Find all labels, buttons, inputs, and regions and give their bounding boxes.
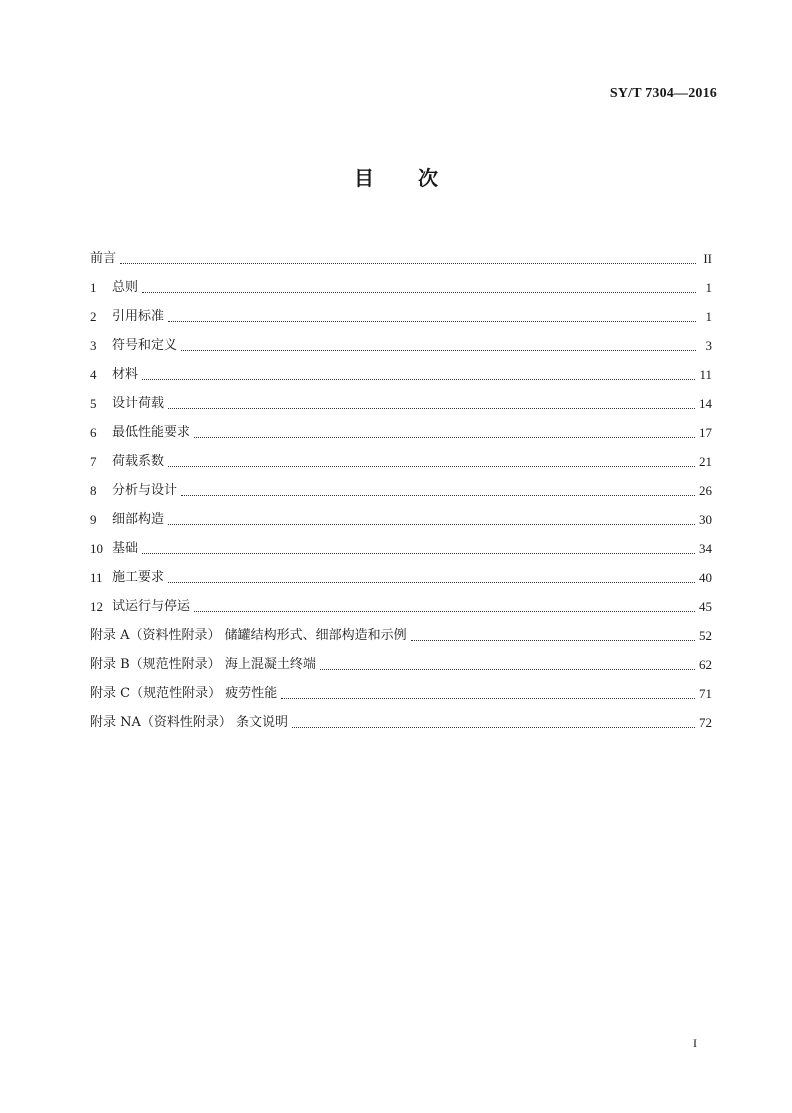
toc-entry-page: 1 (705, 309, 712, 324)
toc-entry-page: 14 (699, 396, 712, 411)
toc-entry-label: 细部构造 (112, 512, 165, 527)
toc-entry-label: 引用标准 (112, 309, 165, 324)
toc-entry-label: 前言 (90, 251, 117, 266)
page-title (0, 162, 792, 191)
toc-entry-number: 11 (90, 570, 103, 585)
toc-dot-leader (120, 263, 696, 264)
toc-entry-number: 2 (90, 309, 97, 324)
toc-entry-page: 30 (699, 512, 712, 527)
toc-entry-page: 11 (699, 367, 712, 382)
toc-entry-number: 8 (90, 483, 97, 498)
toc-dot-leader (281, 698, 695, 699)
toc-entry-page: 71 (699, 686, 712, 701)
toc-entry-page: 1 (705, 280, 712, 295)
toc-entry-label: 分析与设计 (112, 483, 178, 498)
toc-entry[interactable] (90, 414, 712, 443)
toc-entry-page: 26 (699, 483, 712, 498)
toc-entry[interactable] (90, 443, 712, 472)
standard-code: SY/T 7304—2016 (609, 86, 717, 101)
toc-entry-page: 45 (699, 599, 712, 614)
toc-dot-leader (194, 611, 695, 612)
toc-dot-leader (411, 640, 695, 641)
toc-entry[interactable] (90, 356, 712, 385)
toc-dot-leader (168, 582, 695, 583)
toc-dot-leader (181, 350, 696, 351)
toc-entry-label: 施工要求 (112, 570, 165, 585)
toc-entry-label: 试运行与停运 (112, 599, 191, 614)
toc-entry[interactable] (90, 559, 712, 588)
toc-dot-leader (168, 408, 695, 409)
toc-entry-page: II (703, 251, 712, 266)
toc-entry-label: 附录 B（规范性附录） 海上混凝土终端 (90, 657, 316, 672)
toc-entry[interactable] (90, 704, 712, 733)
toc-entry-number: 9 (90, 512, 97, 527)
toc-dot-leader (168, 466, 695, 467)
toc-entry[interactable] (90, 472, 712, 501)
toc-entry[interactable] (90, 588, 712, 617)
toc-entry-label: 符号和定义 (112, 338, 178, 353)
toc-entry[interactable] (90, 501, 712, 530)
toc-entry-number: 3 (90, 338, 97, 353)
toc-entry[interactable] (90, 617, 712, 646)
toc-entry-page: 72 (699, 715, 712, 730)
toc-entry-page: 34 (699, 541, 712, 556)
toc-entry[interactable] (90, 675, 712, 704)
toc-entry-page: 17 (699, 425, 712, 440)
toc-entry-number: 6 (90, 425, 97, 440)
toc-entry-label: 附录 C（规范性附录） 疲劳性能 (90, 686, 278, 701)
toc-dot-leader (292, 727, 695, 728)
toc-dot-leader (194, 437, 695, 438)
title-char-1: 目 (354, 166, 374, 190)
title-char-2: 次 (418, 166, 438, 190)
toc-entry[interactable] (90, 240, 712, 269)
table-of-contents (90, 240, 712, 733)
toc-entry-number: 4 (90, 367, 97, 382)
toc-entry-number: 12 (90, 599, 103, 614)
toc-entry-number: 5 (90, 396, 97, 411)
toc-entry-page: 3 (705, 338, 712, 353)
toc-entry-page: 40 (699, 570, 712, 585)
toc-entry[interactable] (90, 298, 712, 327)
toc-dot-leader (142, 379, 695, 380)
toc-entry-label: 基础 (112, 541, 139, 556)
toc-entry[interactable] (90, 646, 712, 675)
toc-entry-number: 7 (90, 454, 97, 469)
toc-entry-label: 最低性能要求 (112, 425, 191, 440)
toc-entry-label: 附录 NA（资料性附录） 条文说明 (90, 715, 289, 730)
toc-dot-leader (142, 292, 696, 293)
toc-entry-label: 材料 (112, 367, 139, 382)
toc-entry[interactable] (90, 327, 712, 356)
toc-dot-leader (181, 495, 695, 496)
toc-entry-page: 21 (699, 454, 712, 469)
toc-entry-number: 10 (90, 541, 103, 556)
toc-entry-label: 附录 A（资料性附录） 储罐结构形式、细部构造和示例 (90, 628, 407, 643)
toc-entry-page: 52 (699, 628, 712, 643)
toc-entry[interactable] (90, 530, 712, 559)
toc-entry-label: 总则 (112, 280, 139, 295)
toc-entry-number: 1 (90, 280, 97, 295)
toc-dot-leader (320, 669, 695, 670)
toc-entry[interactable] (90, 385, 712, 414)
toc-entry[interactable] (90, 269, 712, 298)
toc-dot-leader (142, 553, 695, 554)
toc-dot-leader (168, 524, 695, 525)
toc-entry-label: 荷载系数 (112, 454, 165, 469)
toc-entry-label: 设计荷载 (112, 396, 165, 411)
toc-dot-leader (168, 321, 696, 322)
toc-entry-page: 62 (699, 657, 712, 672)
page-number: I (693, 1036, 697, 1050)
